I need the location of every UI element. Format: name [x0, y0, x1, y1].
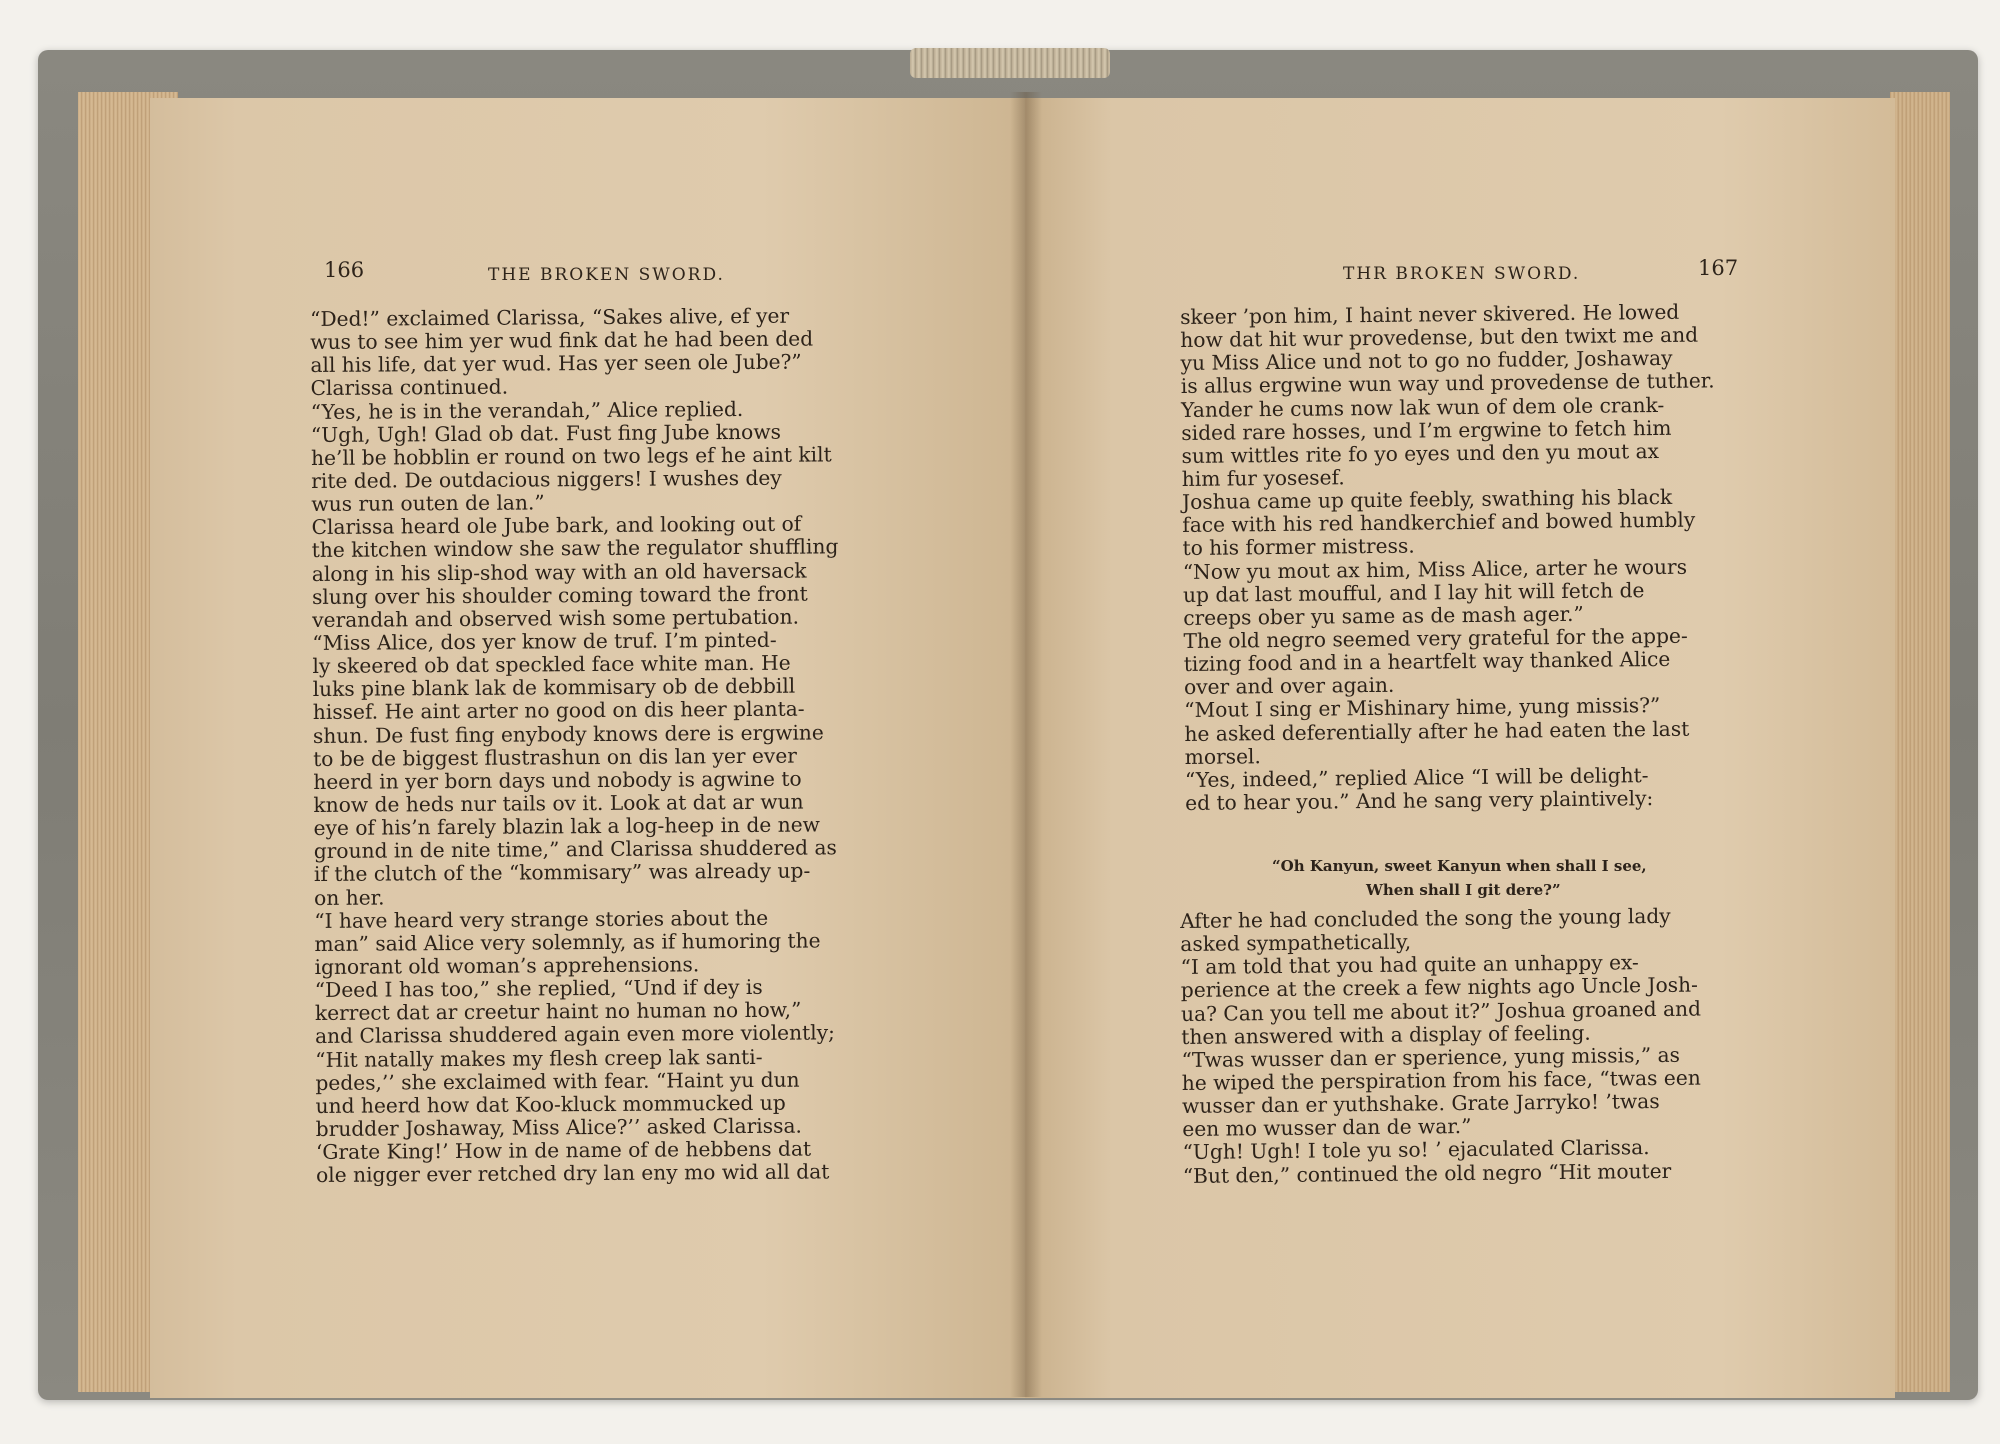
text-line: pedes,’’ she exclaimed with fear. “Haint yu dun: [315, 1067, 800, 1095]
verse-line-1: “Oh Kanyun, sweet Kanyun when shall I see,: [1272, 857, 1647, 875]
page-edges-right: [1890, 92, 1950, 1392]
text-line: Yander he cums now lak wun of dem ole crank-: [1180, 392, 1665, 422]
text-line: “Ugh, Ugh! Glad ob dat. Fust fing Jube knows: [310, 419, 781, 447]
text-line: know de heds nur tails ov it. Look at dat ar wun: [313, 789, 804, 817]
text-line: man” said Alice very solemnly, as if humoring the: [314, 928, 821, 956]
text-line: “But den,” continued the old negro “Hit mouter: [1182, 1158, 1672, 1188]
text-line: asked sympathetically,: [1180, 929, 1412, 957]
text-line: sided rare hosses, und I’m ergwine to fetch him: [1181, 415, 1672, 445]
text-line: heerd in yer born days und nobody is agwine to: [313, 766, 802, 794]
text-line: “Yes, he is in the verandah,” Alice replied.: [310, 396, 744, 424]
text-line: up dat last moufful, and I lay hit will fetch de: [1182, 577, 1645, 607]
text-line: Clarissa continued.: [310, 375, 509, 401]
right-page-text-top: [1180, 300, 1755, 815]
left-page-text: [310, 304, 886, 1187]
text-line: and Clarissa shuddered again even more violently;: [315, 1020, 835, 1049]
frayed-spine: [910, 48, 1110, 78]
text-line: slung over his shoulder coming toward the front: [311, 581, 808, 609]
text-line: him fur yosesef.: [1181, 465, 1345, 491]
text-line: ole nigger ever retched dry lan eny mo wid all dat: [315, 1159, 830, 1188]
left-page-number: 166: [324, 258, 365, 282]
text-line: kerrect dat ar creetur haint no human no how,”: [314, 997, 802, 1026]
text-line: ly skeered ob dat speckled face white man. He: [312, 650, 791, 679]
text-line: wus to see him yer wud fink dat he had been ded: [310, 326, 814, 355]
text-line: “Twas wusser dan er sperience, yung missis,” as: [1181, 1042, 1681, 1072]
text-line: luks pine blank lak de kommisary ob de debbill: [312, 673, 796, 702]
book-gutter: [1010, 92, 1042, 1397]
text-line: he asked deferentially after he had eaten the last: [1184, 716, 1690, 746]
text-line: After he had concluded the song the young lady: [1179, 903, 1671, 933]
text-line: eye of his’n farely blazin lak a log-heep in de new: [313, 812, 820, 841]
text-line: how dat hit wur provedense, but den twixt me and: [1180, 322, 1699, 353]
right-running-head: THR BROKEN SWORD.: [1343, 264, 1581, 284]
text-line: rite ded. De outdacious niggers! I wushes dey: [311, 465, 782, 493]
text-line: yu Miss Alice und not to go no fudder, Joshaway: [1180, 346, 1673, 376]
text-line: Joshua came up quite feebly, swathing his black: [1181, 484, 1673, 515]
text-line: ignorant old woman’s apprehensions.: [314, 952, 700, 979]
text-line: then answered with a display of feeling.: [1181, 1020, 1591, 1049]
text-line: “Now yu mout ax him, Miss Alice, arter he wours: [1182, 554, 1688, 584]
text-line: to be de biggest flustrashun on dis lan yer ever: [313, 743, 797, 771]
text-line: all his life, dat yer wud. Has yer seen ole Jube?”: [310, 349, 802, 378]
text-line: he wiped the perspiration from his face, “twas een: [1181, 1065, 1701, 1095]
text-line: “I have heard very strange stories about the: [314, 905, 769, 933]
text-line: hissef. He aint arter no good on dis heer planta-: [312, 696, 805, 725]
text-line: shun. De fust fing enybody knows dere is ergwine: [312, 719, 824, 748]
text-line: “Miss Alice, dos yer know de truf. I’m pinted-: [312, 627, 777, 655]
text-line: skeer ’pon him, I haint never skivered. He lowed: [1179, 299, 1680, 329]
verse-line-2: When shall I git dere?”: [1366, 881, 1561, 899]
text-line: Clarissa heard ole Jube bark, and looking out of: [311, 511, 802, 540]
text-line: “Deed I has too,” she replied, “Und if dey is: [314, 974, 763, 1003]
text-line: The old negro seemed very grateful for the appe-: [1183, 623, 1688, 653]
text-line: ua? Can you tell me about it?” Joshua groaned and: [1180, 996, 1702, 1026]
text-line: along in his slip-shod way with an old haversack: [311, 558, 807, 586]
text-line: sum wittles rite fo yo eyes und den yu mout ax: [1181, 438, 1660, 468]
text-line: face with his red handkerchief and bowed humbly: [1182, 507, 1696, 538]
text-line: ed to hear you.” And he sang very plaintively:: [1185, 786, 1654, 815]
right-page-number: 167: [1698, 256, 1739, 280]
text-line: morsel.: [1184, 743, 1261, 769]
text-line: “Ugh! Ugh! I tole yu so! ’ ejaculated Clarissa.: [1182, 1135, 1650, 1165]
text-line: on her.: [314, 885, 385, 910]
text-line: ground in de nite time,” and Clarissa shuddered as: [313, 835, 837, 864]
right-page-text-bottom: [1180, 904, 1753, 1188]
text-line: “Hit natally makes my flesh creep lak santi-: [315, 1044, 763, 1072]
text-line: und heerd how dat Koo-kluck mommucked up: [315, 1090, 786, 1118]
text-line: to his former mistress.: [1182, 533, 1415, 561]
text-line: ‘Grate King!’ How in de name of de hebbens dat: [315, 1136, 812, 1165]
text-line: een mo wusser dan de war.”: [1182, 1114, 1472, 1142]
left-running-head: THE BROKEN SWORD.: [488, 265, 725, 285]
text-line: over and over again.: [1183, 673, 1395, 700]
text-line: if the clutch of the “kommisary” was already up-: [313, 858, 811, 887]
text-line: the kitchen window she saw the regulator shuffling: [311, 534, 839, 563]
text-line: tizing food and in a heartfelt way thanked Alice: [1183, 646, 1671, 677]
text-line: “Mout I sing er Mishinary hime, yung missis?”: [1184, 693, 1661, 723]
text-line: wusser dan er yuthshake. Grate Jarryko! ’twas: [1181, 1089, 1660, 1119]
text-line: perience at the creek a few nights ago Uncle Josh-: [1180, 973, 1699, 1003]
text-line: creeps ober yu same as de mash ager.”: [1183, 601, 1584, 630]
text-line: brudder Joshaway, Miss Alice?’’ asked Clarissa.: [315, 1113, 802, 1141]
text-line: “Ded!” exclaimed Clarissa, “Sakes alive, ef yer: [309, 303, 790, 331]
text-line: is allus ergwine wun way und provedense de tuther.: [1180, 368, 1715, 399]
text-line: verandah and observed wish some pertubation.: [312, 604, 800, 632]
text-line: “Yes, indeed,” replied Alice “I will be delight-: [1184, 762, 1649, 792]
text-line: wus run outen de lan.”: [311, 490, 545, 517]
text-line: he’ll be hobblin er round on two legs ef he aint kilt: [310, 442, 832, 470]
text-line: “I am told that you had quite an unhappy ex-: [1180, 950, 1639, 980]
